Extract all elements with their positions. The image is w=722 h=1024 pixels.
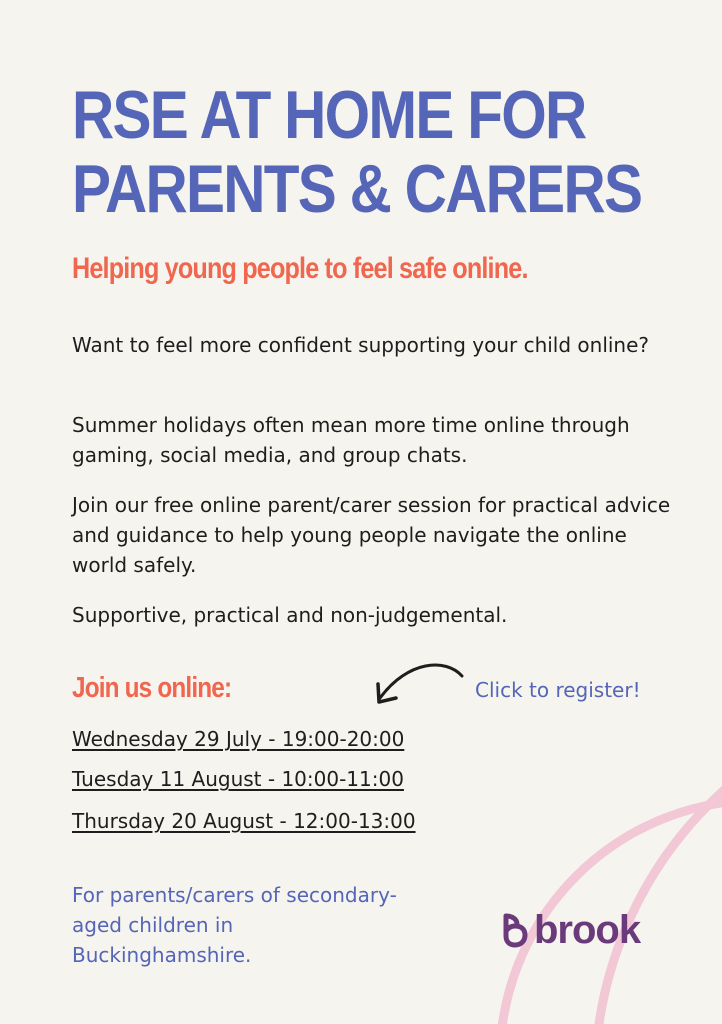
session-link-1[interactable]: Wednesday 29 July - 19:00-20:00 — [72, 727, 405, 751]
title-line-1: RSE AT HOME FOR — [72, 77, 586, 153]
brook-logo-mark — [500, 912, 530, 948]
page-subtitle: Helping young people to feel safe online. — [72, 252, 528, 285]
title-line-2: PARENTS & CARERS — [72, 151, 642, 227]
page-title — [72, 77, 642, 227]
intro-paragraph: Want to feel more confident supporting your child online? — [72, 333, 650, 357]
session-description-paragraph: Join our free online parent/carer session for practical advice and guidance to help young people navigate the online world safely. — [72, 493, 671, 577]
audience-note: For parents/carers of secondary-aged children in Buckinghamshire. — [72, 883, 397, 967]
register-link[interactable]: Click to register! — [475, 678, 641, 702]
brook-logo — [500, 910, 640, 950]
decorative-arc-outer — [595, 690, 722, 1024]
join-heading: Join us online: — [72, 672, 232, 704]
tagline-paragraph: Supportive, practical and non-judgemental. — [72, 603, 508, 627]
session-link-2[interactable]: Tuesday 11 August - 10:00-11:00 — [72, 767, 404, 791]
holidays-paragraph: Summer holidays often mean more time online through gaming, social media, and group chats. — [72, 413, 630, 467]
curved-arrow-icon — [368, 656, 468, 712]
session-link-3[interactable]: Thursday 20 August - 12:00-13:00 — [72, 809, 416, 833]
brook-logo-text: brook — [534, 908, 641, 952]
